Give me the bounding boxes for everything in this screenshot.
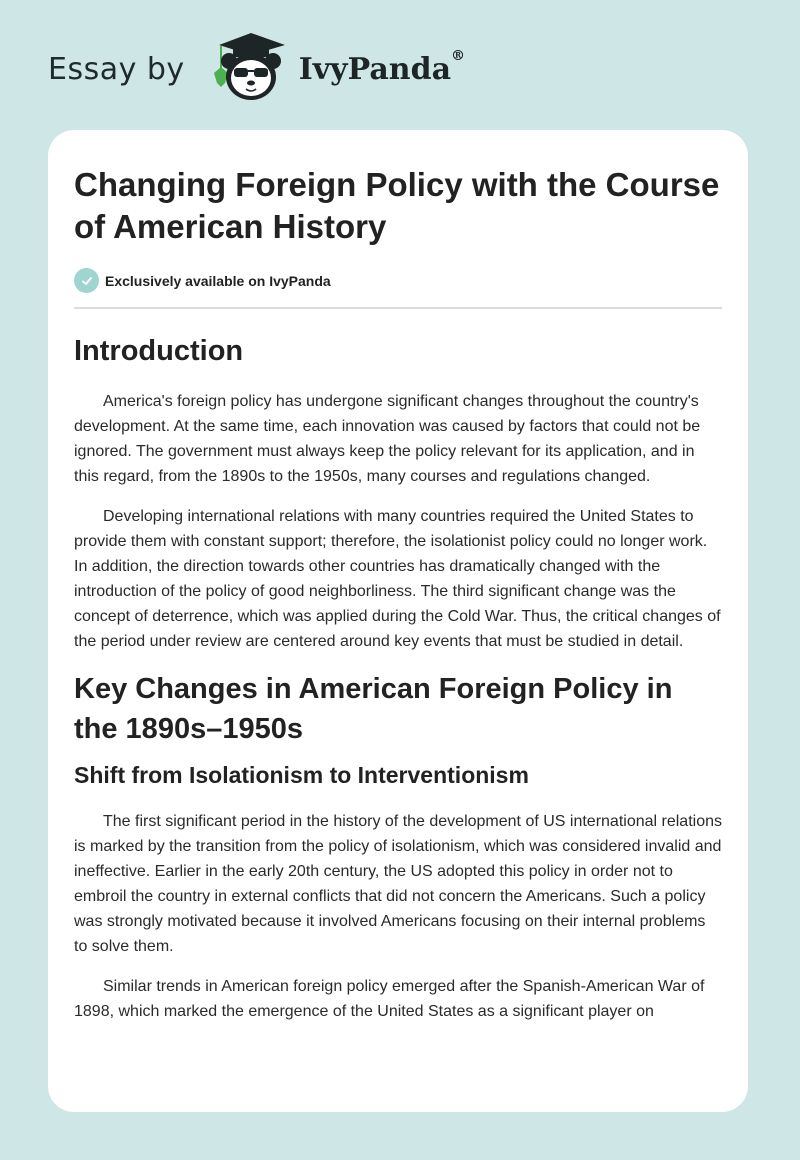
site-header <box>48 34 465 104</box>
paragraph: Developing international relations with many countries required the United States to provide them with constant support; therefore, the isolationist policy could no longer work. In addition, the direction towards other countries has dramatically changed with the introduction of the policy of good neighborliness. The third significant change was the concept of deterrence, which was applied during the Cold War. Thus, the critical changes of the period under review are centered around key events that must be studied in detail. <box>74 508 721 650</box>
exclusive-badge <box>74 268 722 293</box>
exclusive-label: Exclusively available on IvyPanda <box>105 272 331 289</box>
registered-mark: ® <box>451 47 466 64</box>
page-title: Changing Foreign Policy with the Course of American History <box>74 166 720 245</box>
panda-graduate-logo-icon[interactable] <box>205 31 299 108</box>
brand-name-text: IvyPanda <box>298 51 452 87</box>
subsection-heading-isolationism: Shift from Isolationism to Interventionism <box>74 762 529 788</box>
essay-card <box>48 130 748 1112</box>
title-divider <box>74 307 722 309</box>
paragraph: America's foreign policy has undergone significant changes throughout the country's development. At the same time, each innovation was caused by factors that could not be ignored. The government must always keep the policy relevant for its application, and in this regard, from the 1890s to the 1950s, many courses and regulations changed. <box>74 393 701 485</box>
paragraph: Similar trends in American foreign policy emerged after the Spanish-American War of 1898, which marked the emergence of the United States as a significant player on <box>74 978 705 1020</box>
section-heading-introduction: Introduction <box>74 335 244 367</box>
brand-name[interactable] <box>298 47 466 87</box>
section-heading-key-changes: Key Changes in American Foreign Policy in the 1890s–1950s <box>74 673 673 745</box>
essay-by-label: Essay by <box>48 51 185 87</box>
check-circle-icon <box>74 268 99 293</box>
paragraph: The first significant period in the history of the development of US international relations is marked by the transition from the policy of isolationism, which was considered invalid and ineffective. Earlier in the early 20th century, the US adopted this policy in order not to embroil the country in external conflicts that did not concern the Americans. Such a policy was strongly motivated because it involved Americans focusing on their internal problems to solve them. <box>74 813 722 955</box>
